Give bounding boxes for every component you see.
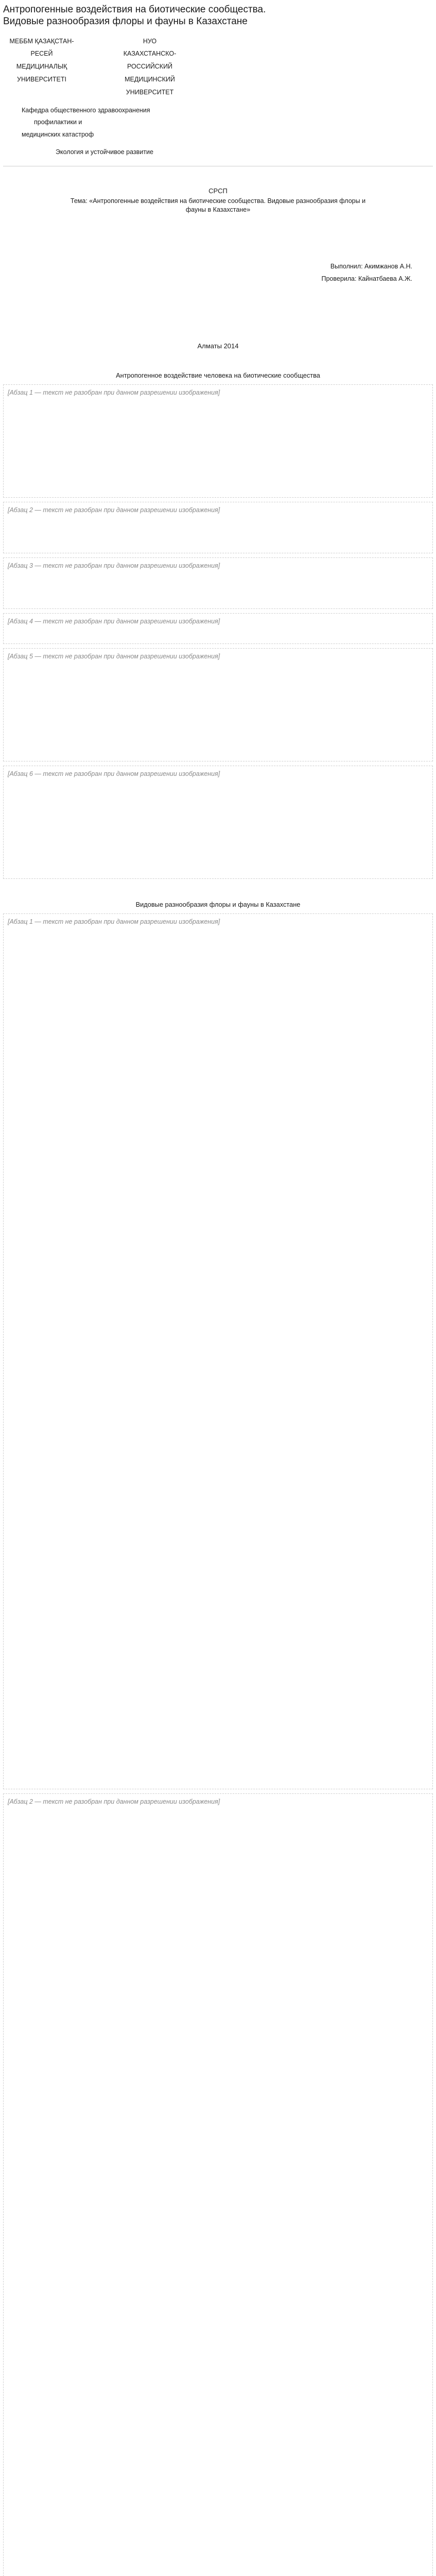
body-paragraph: [Абзац 4 — текст не разобран при данном разрешении изображения] — [3, 613, 433, 644]
university-name-russian — [101, 37, 199, 101]
university-name-kazakh — [3, 37, 80, 101]
university-kaz-line: РЕСЕЙ — [30, 50, 53, 58]
university-rus-line: НУО — [143, 37, 157, 45]
performed-by: Выполнил: Акимжанов А.Н. — [330, 263, 412, 270]
checked-by: Проверила: Кайнатбаева А.Ж. — [321, 275, 412, 282]
body-paragraph: [Абзац 5 — текст не разобран при данном разрешении изображения] — [3, 648, 433, 761]
university-rus-line: МЕДИЦИНСКИЙ — [125, 76, 175, 83]
department-line: Кафедра общественного здравоохранения — [22, 106, 150, 114]
section-title-biodiversity: Видовые разнообразия флоры и фауны в Казахстане — [135, 900, 301, 908]
body-paragraph: [Абзац 3 — текст не разобран при данном разрешении изображения] — [3, 557, 433, 609]
body-paragraph: [Абзац 6 — текст не разобран при данном разрешении изображения] — [3, 766, 433, 879]
university-rus-line: РОССИЙСКИЙ — [127, 63, 173, 71]
body-paragraph: [Абзац 1 — текст не разобран при данном разрешении изображения] — [3, 913, 433, 1789]
section-title-anthropogenic: Антропогенное воздействие человека на биотические сообщества — [116, 371, 320, 379]
srsp-theme: Тема: «Антропогенные воздействия на биотические сообщества. Видовые разнообразия флоры и фауны в Казахстане» — [70, 197, 366, 214]
department-line: профилактики и — [34, 118, 82, 126]
university-rus-line: УНИВЕРСИТЕТ — [126, 89, 174, 96]
department-line: медицинских катастроф — [22, 130, 94, 138]
university-kaz-line: МЕДИЦИНАЛЫҚ — [16, 63, 67, 71]
document-title-line-1: Антропогенные воздействия на биотические сообщества. — [3, 4, 266, 15]
body-paragraph: [Абзац 2 — текст не разобран при данном разрешении изображения] — [3, 502, 433, 553]
document-title — [3, 4, 433, 28]
srsp-label: СРСП — [208, 187, 228, 195]
subject-name: Экология и устойчивое развитие — [56, 148, 153, 156]
university-kaz-line: УНИВЕРСИТЕТІ — [17, 76, 66, 83]
university-kaz-line: МЕББМ ҚАЗАҚСТАН- — [9, 37, 74, 45]
body-paragraph: [Абзац 1 — текст не разобран при данном разрешении изображения] — [3, 384, 433, 498]
university-rus-line: КАЗАХСТАНСКО- — [123, 50, 177, 58]
document-title-line-2: Видовые разнообразия флоры и фауны в Казахстане — [3, 15, 248, 27]
city-year: Алматы 2014 — [197, 342, 239, 350]
signatures-block — [3, 261, 433, 285]
body-paragraph: [Абзац 2 — текст не разобран при данном разрешении изображения] — [3, 1793, 433, 2576]
department-block — [22, 106, 433, 140]
university-header — [3, 37, 433, 101]
